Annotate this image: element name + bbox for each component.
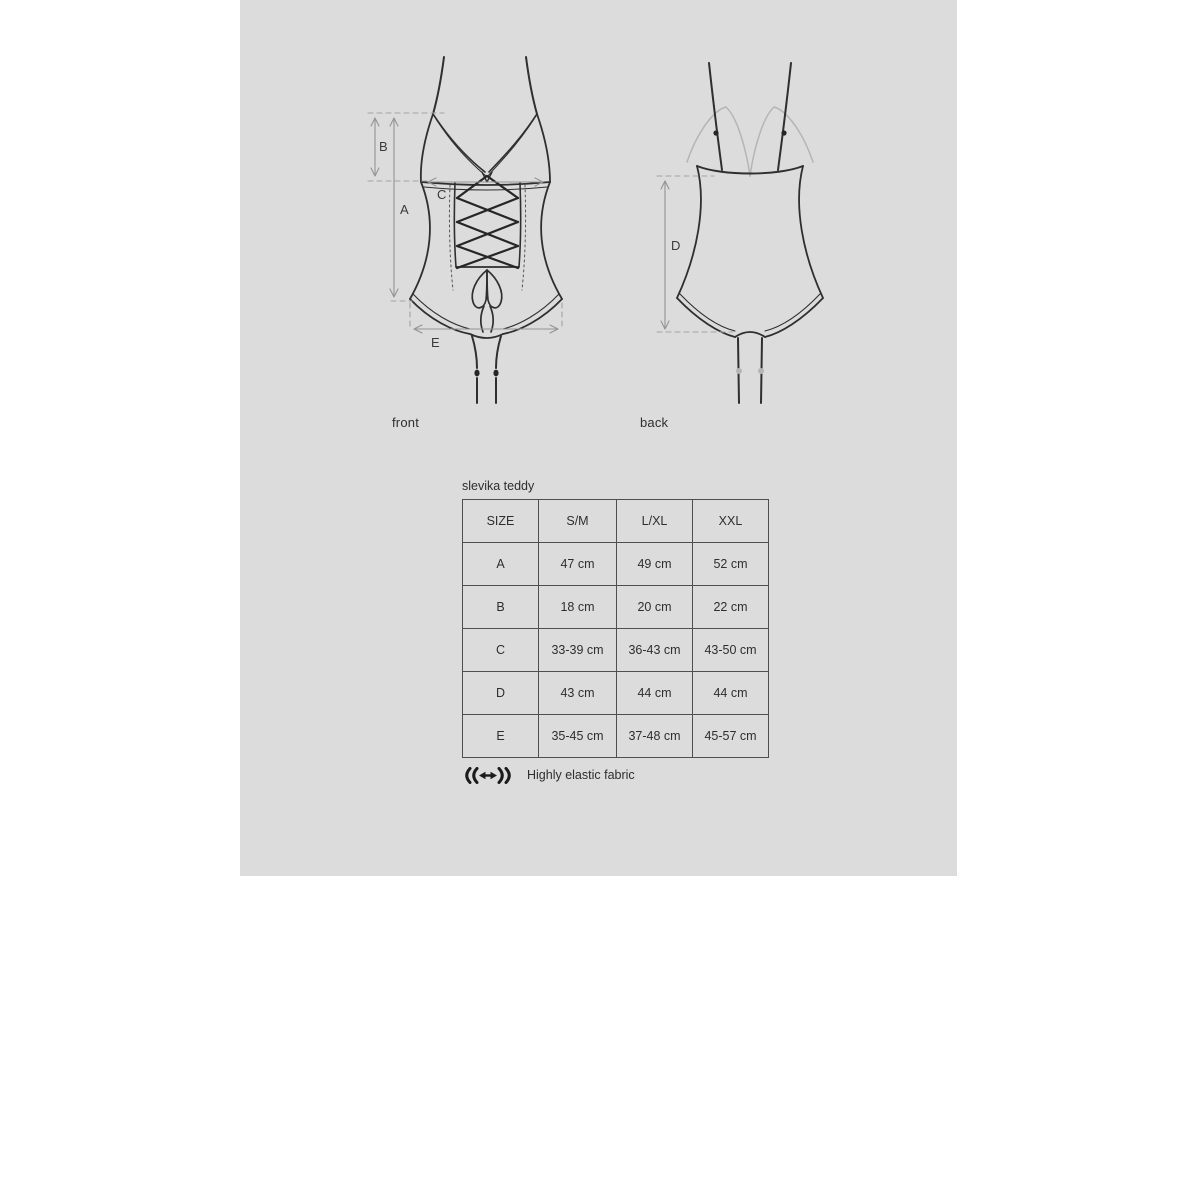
dim-label-B: B <box>379 139 388 154</box>
table-cell: 43-50 cm <box>693 629 769 672</box>
left-stitch-line <box>449 185 453 290</box>
back-right-side <box>799 166 823 298</box>
corset-left-edge <box>454 183 456 267</box>
size-table <box>462 499 769 758</box>
back-view-caption: back <box>640 415 669 430</box>
table-cell: 44 cm <box>617 672 693 715</box>
ghost-front-cups <box>687 107 813 176</box>
right-stitch-line <box>522 185 526 290</box>
back-right-strap <box>778 63 791 170</box>
back-right-leg-trim <box>765 294 820 331</box>
column-header-sm: S/M <box>539 500 617 543</box>
table-cell: 22 cm <box>693 586 769 629</box>
back-left-strap <box>709 63 722 170</box>
table-cell: 49 cm <box>617 543 693 586</box>
size-table-header-row <box>463 500 769 543</box>
front-right-strap <box>526 57 537 114</box>
dim-label-A: A <box>400 202 409 217</box>
front-left-crotch-strap <box>472 336 477 403</box>
front-crotch-bridge <box>470 334 503 338</box>
front-dimension-annotations <box>368 113 562 350</box>
row-label: A <box>463 543 539 586</box>
right-strap-adjuster <box>781 130 786 135</box>
row-label: E <box>463 715 539 758</box>
column-header-size: SIZE <box>463 500 539 543</box>
dimension-arrow-E <box>414 325 558 333</box>
table-row <box>463 629 769 672</box>
technical-drawings <box>240 0 957 440</box>
fabric-footnote <box>462 765 635 785</box>
table-cell: 47 cm <box>539 543 617 586</box>
back-garment-drawing <box>677 63 823 403</box>
table-cell: 36-43 cm <box>617 629 693 672</box>
dimension-arrow-D <box>661 181 669 329</box>
table-row <box>463 715 769 758</box>
table-cell: 37-48 cm <box>617 715 693 758</box>
table-row <box>463 586 769 629</box>
dim-label-C: C <box>437 187 447 202</box>
back-crotch-bridge <box>735 332 765 337</box>
dim-label-D: D <box>671 238 681 253</box>
size-chart-title: slevika teddy <box>462 479 535 493</box>
table-cell: 20 cm <box>617 586 693 629</box>
back-left-leg-trim <box>680 294 735 331</box>
column-header-xxl: XXL <box>693 500 769 543</box>
table-row <box>463 543 769 586</box>
back-left-side <box>677 166 701 298</box>
table-row <box>463 672 769 715</box>
front-left-side-upper <box>421 114 433 182</box>
corset-right-edge <box>519 183 521 267</box>
dim-label-E: E <box>431 335 440 350</box>
front-garment-drawing <box>410 57 562 403</box>
dashed-guides-front <box>368 113 562 330</box>
row-label: B <box>463 586 539 629</box>
elastic-stretch-icon <box>462 767 514 784</box>
front-left-side <box>410 182 430 299</box>
front-right-cup-edge <box>489 114 537 172</box>
table-cell: 43 cm <box>539 672 617 715</box>
front-right-side-upper <box>537 114 550 182</box>
row-label: D <box>463 672 539 715</box>
footnote-text: Highly elastic fabric <box>527 768 635 782</box>
back-left-bead <box>736 368 742 374</box>
table-cell: 33-39 cm <box>539 629 617 672</box>
column-header-lxl: L/XL <box>617 500 693 543</box>
front-right-side <box>541 182 562 299</box>
lacing-bow <box>472 270 502 332</box>
dimension-arrow-B <box>371 118 379 176</box>
table-cell: 44 cm <box>693 672 769 715</box>
table-cell: 35-45 cm <box>539 715 617 758</box>
front-right-crotch-strap <box>496 336 501 403</box>
table-cell: 18 cm <box>539 586 617 629</box>
right-strap-bead <box>493 370 498 377</box>
left-strap-bead <box>474 370 479 377</box>
front-view-caption: front <box>392 415 420 430</box>
left-strap-adjuster <box>713 130 718 135</box>
front-left-strap <box>433 57 444 114</box>
table-cell: 52 cm <box>693 543 769 586</box>
dimension-arrow-A <box>390 118 398 297</box>
row-label: C <box>463 629 539 672</box>
front-left-cup-edge <box>433 114 485 172</box>
back-right-bead <box>758 368 764 374</box>
diagram-canvas <box>240 0 957 876</box>
table-cell: 45-57 cm <box>693 715 769 758</box>
